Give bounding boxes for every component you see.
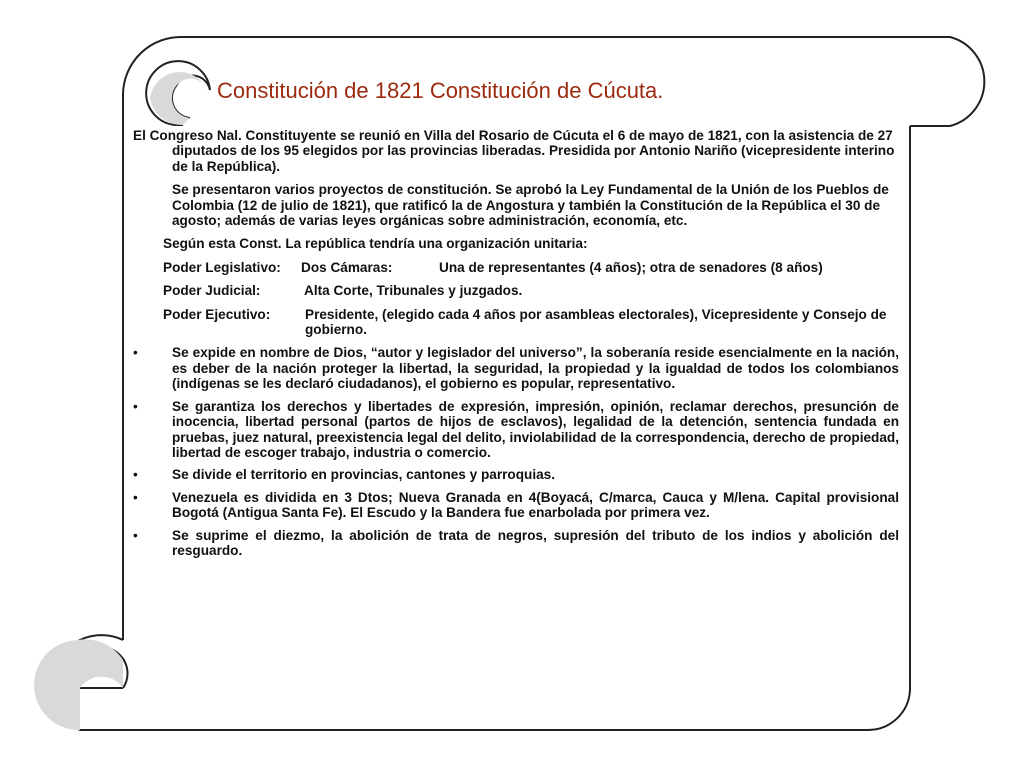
- executive-row: [133, 307, 899, 338]
- bullet-dot: •: [133, 345, 138, 361]
- bullet-dot: •: [133, 489, 138, 505]
- legislative-detail: Una de representantes (4 años); otra de senadores (8 años): [439, 259, 823, 275]
- executive-detail: Presidente, (elegido cada 4 años por asambleas electorales), Vicepresidente y Consejo de gobierno.: [305, 306, 887, 338]
- bullet-text: Venezuela es dividida en 3 Dtos; Nueva Granada en 4(Boyacá, C/marca, Cauca y M/lena. Capital provisional Bogotá (Antigua Santa Fe). El Escudo y la Bandera fue enarbolada por primera vez.: [172, 489, 899, 521]
- judicial-row: [133, 283, 899, 298]
- bullet-text: Se divide el territorio en provincias, cantones y parroquias.: [172, 467, 556, 483]
- bullet-item: [133, 490, 899, 521]
- bullet-text: Se garantiza los derechos y libertades de expresión, impresión, opinión, reclamar derechos, presunción de inocencia, libertad personal (partos de hijos de esclavos), legalidad de la detención, sentencia fundada en pruebas, juez natural, preexistencia legal del delito, inviolabilidad de la correspondencia, derecho de propiedad, libertad de escoger trabajo, industria o comercio.: [172, 398, 899, 460]
- executive-label: Poder Ejecutivo:: [163, 306, 271, 322]
- projects-paragraph: Se presentaron varios proyectos de constitución. Se aprobó la Ley Fundamental de la Unión de los Pueblos de Colombia (12 de julio de 1821), que ratificó la de Angostura y también la Constitución de la República el 30 de agosto; además de varias leyes orgánicas sobre administración, economía, etc.: [172, 182, 889, 229]
- bullet-item: [133, 467, 899, 482]
- judicial-detail: Alta Corte, Tribunales y juzgados.: [304, 283, 523, 299]
- intro-paragraph: El Congreso Nal. Constituyente se reunió en Villa del Rosario de Cúcuta el 6 de mayo de 1821, con la asistencia de 27 diputados de los 95 elegidos por las provincias liberadas. Presidida por Antonio Nariño (vicepresidente interino de la República).: [133, 128, 895, 174]
- bullet-dot: •: [133, 527, 138, 543]
- bullet-text: Se suprime el diezmo, la abolición de trata de negros, supresión del tributo de los indios y abolición del resguardo.: [172, 527, 899, 558]
- organization-line: Según esta Const. La república tendría una organización unitaria:: [163, 236, 588, 252]
- bullet-item: [133, 345, 899, 391]
- bullet-item: [133, 528, 899, 559]
- bullet-dot: •: [133, 398, 138, 414]
- judicial-label: Poder Judicial:: [163, 283, 261, 299]
- bullet-dot: •: [133, 467, 138, 483]
- bullet-item: [133, 399, 899, 461]
- legislative-row: [133, 260, 899, 275]
- slide-title: Constitución de 1821 Constitución de Cúcuta.: [217, 78, 664, 103]
- legislative-chambers: Dos Cámaras:: [301, 259, 393, 275]
- bullet-text: Se expide en nombre de Dios, “autor y legislador del universo”, la soberanía reside esencialmente en la nación, es deber de la nación proteger la libertad, la seguridad, la propiedad y la igualdad de todos los colombianos (indígenas se les declaró ciudadanos), el gobierno es popular, representativo.: [172, 345, 899, 392]
- slide-content: [133, 128, 899, 565]
- legislative-label: Poder Legislativo:: [163, 259, 281, 275]
